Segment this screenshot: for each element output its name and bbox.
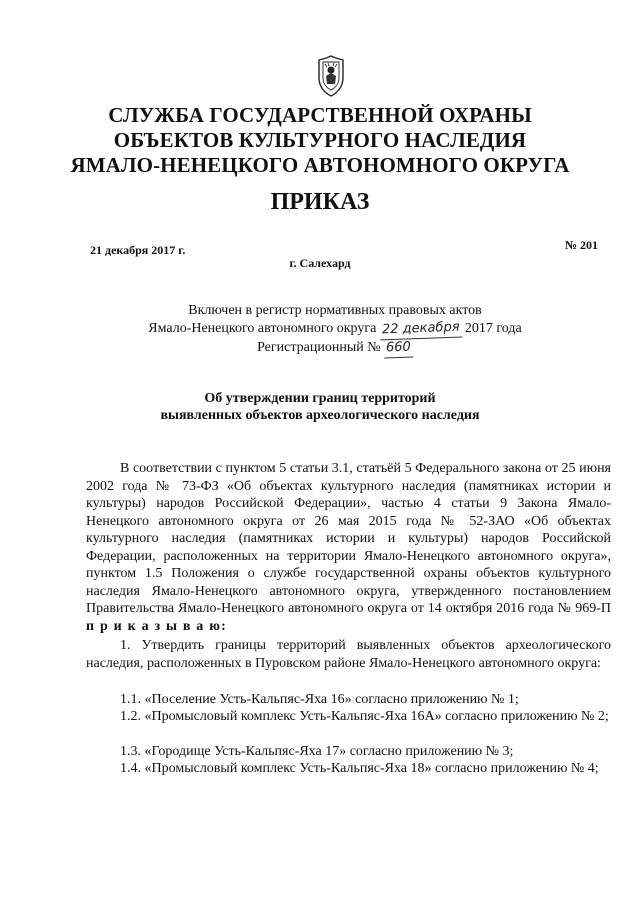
- registration-line-3: [100, 339, 570, 358]
- registration-date-handwritten: 22 декабря: [380, 319, 462, 341]
- document-number: № 201: [564, 238, 598, 252]
- registration-number-handwritten: 660: [384, 339, 413, 359]
- organization-title: [40, 103, 600, 178]
- registration-year: 2017 года: [464, 321, 522, 336]
- order-sub-item: 1.4. «Промысловый комплекс Усть-Кальпяс-Яха 18» согласно приложению № 4;: [120, 761, 599, 776]
- registration-region: Ямало-Ненецкого автономного округа: [148, 321, 377, 336]
- order-sub-item: 1.2. «Промысловый комплекс Усть-Кальпяс-Яха 16А» согласно приложению № 2;: [120, 709, 609, 724]
- preamble-text: В соответствии с пунктом 5 статьи 3.1, статьёй 5 Федерального закона от 25 июня 2002 года № 73-ФЗ «Об объектах культурного наследия (памятниках истории и культуры) народов Российской Федерации», частью 4 статьи 9 Закона Ямало-Ненецкого автономного округа от 26 мая 2015 года № 52-ЗАО «Об объектах культурного наследия (памятниках истории и культуры) народов Российской Федерации, расположенных на территории Ямало-Ненецкого автономного округа», пунктом 1.5 Положения о службе государственной охраны объектов культурного наследия Ямало-Ненецкого автономного округа, утвержденного постановлением Правительства Ямало-Ненецкого автономного округа от 14 октября 2016 года № 969-П: [86, 461, 611, 616]
- coat-of-arms-icon: [313, 54, 349, 98]
- organization-title-line-1: СЛУЖБА ГОСУДАРСТВЕННОЙ ОХРАНЫ: [108, 103, 532, 127]
- registration-stamp: [100, 302, 570, 358]
- registration-line-1: Включен в регистр нормативных правовых актов: [188, 303, 482, 318]
- document-kind: ПРИКАЗ: [270, 189, 370, 215]
- subject-line-1: Об утверждении границ территорий: [204, 391, 436, 406]
- order-item-1: 1. Утвердить границы территорий выявленных объектов археологического наследия, расположенных в Пуровском районе Ямало-Ненецкого автономного округа:: [86, 638, 611, 671]
- order-sub-item: 1.3. «Городище Усть-Кальпяс-Яха 17» согласно приложению № 3;: [120, 744, 514, 759]
- order-sub-item: 1.1. «Поселение Усть-Кальпяс-Яха 16» согласно приложению № 1;: [120, 692, 519, 707]
- document-subject: [40, 390, 600, 424]
- document-date: 21 декабря 2017 г.: [90, 243, 186, 257]
- organization-title-line-3: ЯМАЛО-НЕНЕЦКОГО АВТОНОМНОГО ОКРУГА: [70, 153, 570, 177]
- preamble-paragraph: [86, 460, 611, 635]
- subject-line-2: выявленных объектов археологического наследия: [160, 408, 480, 423]
- organization-title-line-2: ОБЪЕКТОВ КУЛЬТУРНОГО НАСЛЕДИЯ: [113, 128, 527, 152]
- registration-line-2: [100, 320, 570, 339]
- order-word: п р и к а з ы в а ю:: [86, 618, 227, 634]
- registration-number-label: Регистрационный №: [257, 340, 381, 355]
- document-city: г. Салехард: [289, 256, 351, 270]
